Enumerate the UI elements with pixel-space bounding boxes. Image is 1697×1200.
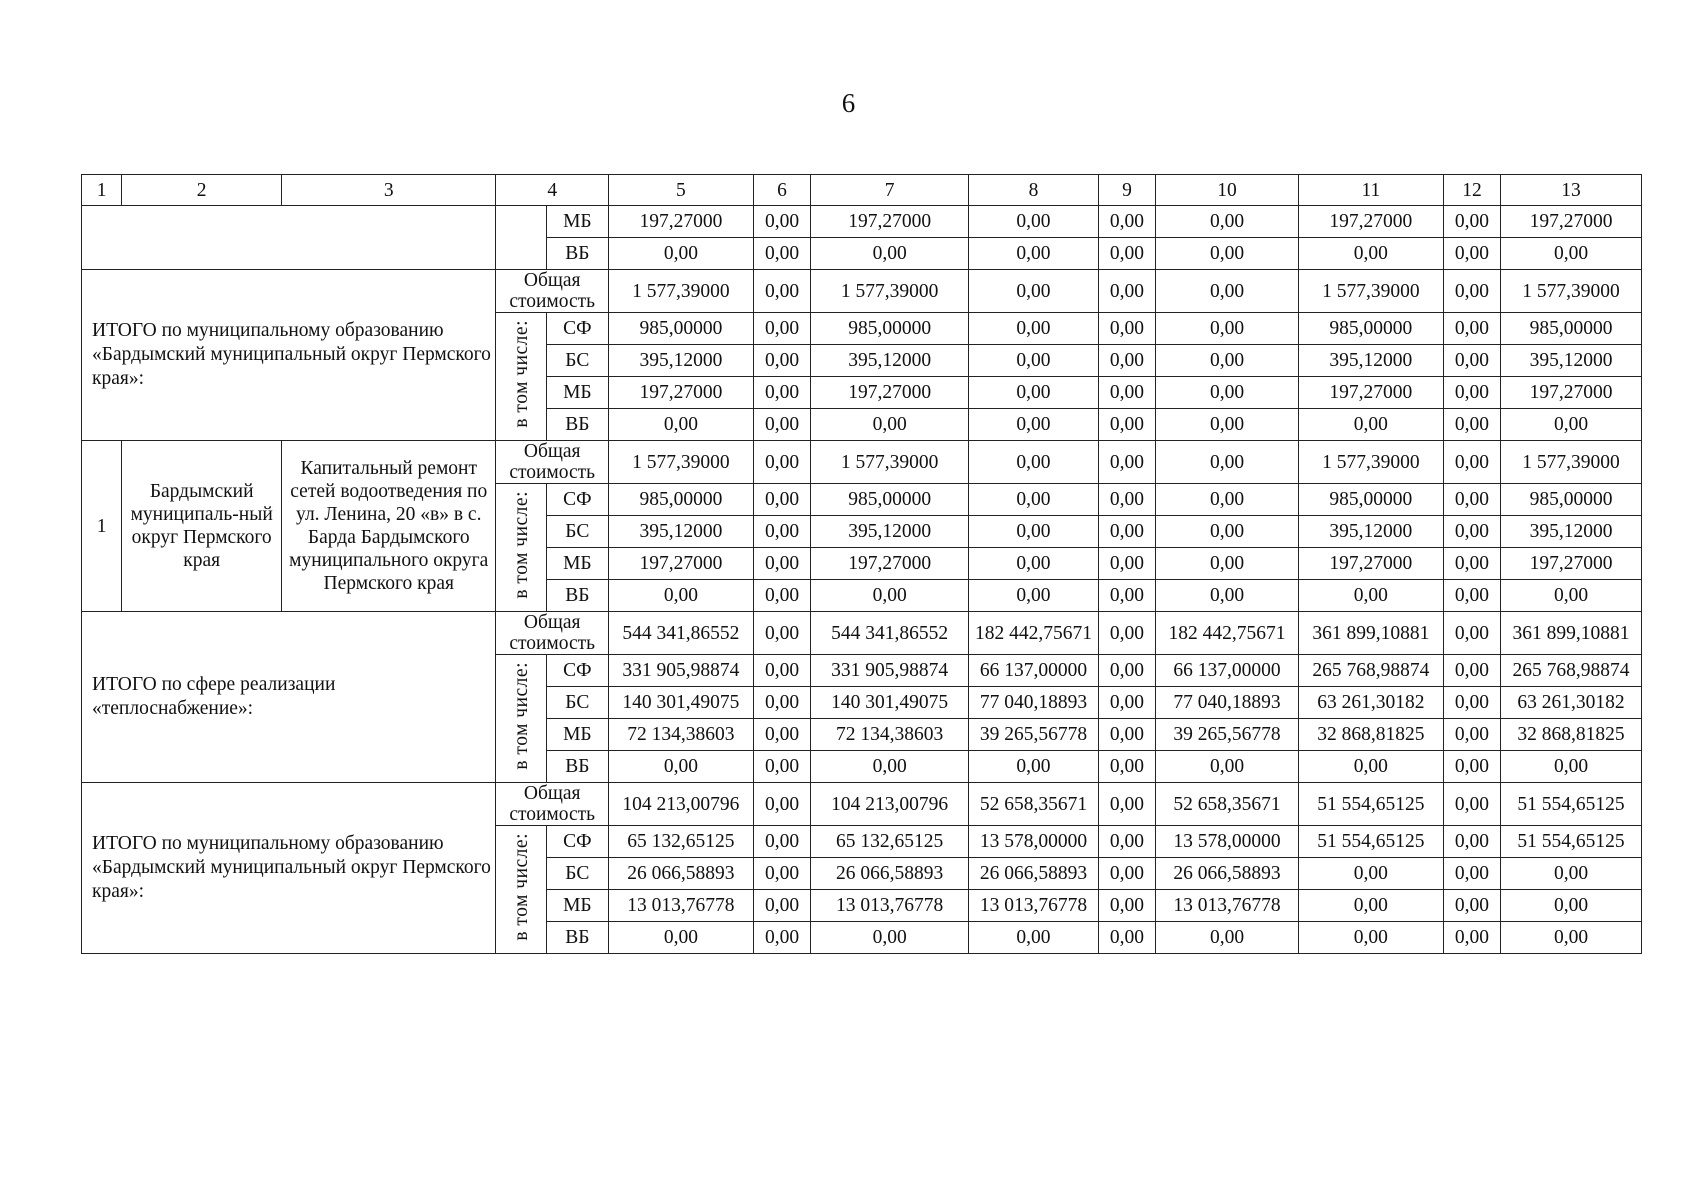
- value-cell: 395,12000: [1501, 516, 1642, 548]
- value-cell: 197,27000: [1298, 377, 1443, 409]
- value-cell: 395,12000: [811, 345, 969, 377]
- value-cell: 0,00: [753, 858, 810, 890]
- col-header: 4: [496, 175, 609, 206]
- source-cell: МБ: [546, 206, 608, 238]
- value-cell: 544 341,86552: [811, 612, 969, 655]
- value-cell: 13 578,00000: [1156, 826, 1299, 858]
- value-cell: 544 341,86552: [609, 612, 754, 655]
- value-cell: 0,00: [609, 238, 754, 270]
- breakdown-label-cell: [496, 313, 546, 441]
- source-cell: СФ: [546, 826, 608, 858]
- source-cell: МБ: [546, 890, 608, 922]
- value-cell: 0,00: [1501, 238, 1642, 270]
- value-cell: 0,00: [1443, 580, 1500, 612]
- value-cell: 0,00: [1156, 409, 1299, 441]
- value-cell: 197,27000: [811, 548, 969, 580]
- municipality-name: Бардымский муниципаль-ный округ Пермского края: [122, 441, 282, 612]
- value-cell: 0,00: [1098, 687, 1155, 719]
- source-cell: СФ: [546, 484, 608, 516]
- value-cell: 395,12000: [811, 516, 969, 548]
- table-row: [82, 206, 1642, 238]
- value-cell: 0,00: [969, 270, 1099, 313]
- source-cell: СФ: [546, 313, 608, 345]
- col-header: 3: [282, 175, 496, 206]
- value-cell: 0,00: [969, 441, 1099, 484]
- value-cell: 0,00: [1156, 441, 1299, 484]
- value-cell: 0,00: [753, 484, 810, 516]
- value-cell: 52 658,35671: [1156, 783, 1299, 826]
- col-header: 13: [1501, 175, 1642, 206]
- value-cell: 0,00: [1443, 826, 1500, 858]
- value-cell: 0,00: [753, 826, 810, 858]
- value-cell: 0,00: [753, 313, 810, 345]
- value-cell: 1 577,39000: [1298, 441, 1443, 484]
- value-cell: 0,00: [969, 548, 1099, 580]
- value-cell: 0,00: [1443, 238, 1500, 270]
- total-cost-label: Общая стоимость: [496, 783, 609, 826]
- value-cell: 0,00: [1098, 377, 1155, 409]
- value-cell: 265 768,98874: [1501, 655, 1642, 687]
- value-cell: 0,00: [1156, 377, 1299, 409]
- value-cell: 0,00: [1501, 890, 1642, 922]
- value-cell: 66 137,00000: [1156, 655, 1299, 687]
- source-cell: СФ: [546, 655, 608, 687]
- breakdown-label-cell: [496, 826, 546, 954]
- total-row: [82, 441, 1642, 484]
- value-cell: 13 578,00000: [969, 826, 1099, 858]
- source-cell: БС: [546, 858, 608, 890]
- value-cell: 0,00: [1443, 783, 1500, 826]
- value-cell: 0,00: [1298, 580, 1443, 612]
- value-cell: 0,00: [1098, 783, 1155, 826]
- col-header: 11: [1298, 175, 1443, 206]
- value-cell: 51 554,65125: [1501, 783, 1642, 826]
- empty-vertical-cell: [496, 206, 546, 270]
- value-cell: 0,00: [1443, 206, 1500, 238]
- value-cell: 0,00: [1156, 922, 1299, 954]
- value-cell: 1 577,39000: [1298, 270, 1443, 313]
- value-cell: 985,00000: [609, 484, 754, 516]
- value-cell: 104 213,00796: [609, 783, 754, 826]
- value-cell: 0,00: [753, 687, 810, 719]
- value-cell: 32 868,81825: [1501, 719, 1642, 751]
- col-header: 9: [1098, 175, 1155, 206]
- value-cell: 395,12000: [1298, 345, 1443, 377]
- value-cell: 72 134,38603: [609, 719, 754, 751]
- row-number: 1: [82, 441, 122, 612]
- value-cell: 0,00: [1443, 516, 1500, 548]
- value-cell: 0,00: [753, 612, 810, 655]
- source-cell: ВБ: [546, 409, 608, 441]
- value-cell: 1 577,39000: [1501, 441, 1642, 484]
- value-cell: 0,00: [969, 580, 1099, 612]
- breakdown-label: в том числе:: [510, 490, 532, 599]
- value-cell: 1 577,39000: [609, 441, 754, 484]
- value-cell: 13 013,76778: [811, 890, 969, 922]
- value-cell: 0,00: [1443, 687, 1500, 719]
- value-cell: 0,00: [1098, 409, 1155, 441]
- value-cell: 0,00: [1098, 441, 1155, 484]
- value-cell: 65 132,65125: [609, 826, 754, 858]
- value-cell: 0,00: [1443, 270, 1500, 313]
- value-cell: 0,00: [1443, 890, 1500, 922]
- source-cell: МБ: [546, 719, 608, 751]
- object-name: Капитальный ремонт сетей водоотведения по ул. Ленина, 20 «в» в с. Барда Бардымского муниципального округа Пермского края: [282, 441, 496, 612]
- value-cell: 197,27000: [609, 377, 754, 409]
- col-header: 2: [122, 175, 282, 206]
- value-cell: 0,00: [753, 922, 810, 954]
- breakdown-label-cell: [496, 655, 546, 783]
- value-cell: 32 868,81825: [1298, 719, 1443, 751]
- source-cell: ВБ: [546, 238, 608, 270]
- value-cell: 1 577,39000: [609, 270, 754, 313]
- value-cell: 0,00: [969, 922, 1099, 954]
- value-cell: 0,00: [1443, 313, 1500, 345]
- breakdown-label: в том числе:: [510, 661, 532, 770]
- value-cell: 0,00: [1443, 612, 1500, 655]
- value-cell: 0,00: [609, 409, 754, 441]
- value-cell: 985,00000: [609, 313, 754, 345]
- value-cell: 0,00: [969, 377, 1099, 409]
- col-header: 6: [753, 175, 810, 206]
- value-cell: 0,00: [1443, 858, 1500, 890]
- value-cell: 26 066,58893: [1156, 858, 1299, 890]
- value-cell: 13 013,76778: [609, 890, 754, 922]
- value-cell: 65 132,65125: [811, 826, 969, 858]
- value-cell: 0,00: [811, 922, 969, 954]
- value-cell: 0,00: [1298, 922, 1443, 954]
- source-cell: ВБ: [546, 922, 608, 954]
- value-cell: 0,00: [1098, 516, 1155, 548]
- total-row: [82, 270, 1642, 313]
- section-total-label: ИТОГО по муниципальному образованию «Бардымский муниципальный округ Пермского края»:: [82, 270, 496, 441]
- value-cell: 0,00: [609, 922, 754, 954]
- value-cell: 0,00: [811, 409, 969, 441]
- value-cell: 395,12000: [609, 345, 754, 377]
- value-cell: 0,00: [1098, 890, 1155, 922]
- col-header: 12: [1443, 175, 1500, 206]
- table-body: [82, 175, 1642, 954]
- value-cell: 0,00: [811, 751, 969, 783]
- total-cost-label: Общая стоимость: [496, 441, 609, 484]
- value-cell: 0,00: [1501, 580, 1642, 612]
- value-cell: 0,00: [1098, 751, 1155, 783]
- value-cell: 0,00: [969, 345, 1099, 377]
- value-cell: 197,27000: [609, 548, 754, 580]
- value-cell: 39 265,56778: [969, 719, 1099, 751]
- value-cell: 182 442,75671: [969, 612, 1099, 655]
- value-cell: 26 066,58893: [811, 858, 969, 890]
- header-row: [82, 175, 1642, 206]
- value-cell: 0,00: [1098, 719, 1155, 751]
- financing-table: [81, 174, 1642, 954]
- value-cell: 331 905,98874: [609, 655, 754, 687]
- value-cell: 0,00: [969, 484, 1099, 516]
- value-cell: 0,00: [1098, 238, 1155, 270]
- value-cell: 0,00: [609, 751, 754, 783]
- value-cell: 197,27000: [1501, 377, 1642, 409]
- value-cell: 0,00: [969, 313, 1099, 345]
- value-cell: 0,00: [1443, 655, 1500, 687]
- value-cell: 0,00: [753, 409, 810, 441]
- value-cell: 182 442,75671: [1156, 612, 1299, 655]
- value-cell: 197,27000: [1501, 548, 1642, 580]
- value-cell: 51 554,65125: [1298, 826, 1443, 858]
- value-cell: 0,00: [1443, 441, 1500, 484]
- value-cell: 52 658,35671: [969, 783, 1099, 826]
- value-cell: 140 301,49075: [609, 687, 754, 719]
- col-header: 1: [82, 175, 122, 206]
- value-cell: 0,00: [1098, 580, 1155, 612]
- value-cell: 0,00: [753, 516, 810, 548]
- value-cell: 0,00: [753, 238, 810, 270]
- source-cell: БС: [546, 516, 608, 548]
- value-cell: 0,00: [1098, 826, 1155, 858]
- source-cell: ВБ: [546, 580, 608, 612]
- col-header: 8: [969, 175, 1099, 206]
- section-total-label: ИТОГО по сфере реализации «теплоснабжение»:: [82, 612, 496, 783]
- value-cell: 0,00: [1501, 858, 1642, 890]
- value-cell: 0,00: [1156, 548, 1299, 580]
- value-cell: 0,00: [1098, 345, 1155, 377]
- value-cell: 63 261,30182: [1298, 687, 1443, 719]
- col-header: 7: [811, 175, 969, 206]
- value-cell: 0,00: [1156, 238, 1299, 270]
- value-cell: 0,00: [753, 751, 810, 783]
- value-cell: 0,00: [1156, 516, 1299, 548]
- value-cell: 0,00: [753, 548, 810, 580]
- value-cell: 197,27000: [1298, 548, 1443, 580]
- value-cell: 0,00: [1501, 751, 1642, 783]
- value-cell: 265 768,98874: [1298, 655, 1443, 687]
- value-cell: 0,00: [753, 270, 810, 313]
- breakdown-label: в том числе:: [510, 319, 532, 428]
- value-cell: 197,27000: [1501, 206, 1642, 238]
- col-header: 5: [609, 175, 754, 206]
- value-cell: 0,00: [1298, 238, 1443, 270]
- value-cell: 77 040,18893: [969, 687, 1099, 719]
- value-cell: 0,00: [969, 516, 1099, 548]
- value-cell: 0,00: [1098, 270, 1155, 313]
- value-cell: 0,00: [1298, 751, 1443, 783]
- value-cell: 985,00000: [1501, 484, 1642, 516]
- value-cell: 0,00: [1501, 409, 1642, 441]
- value-cell: 51 554,65125: [1298, 783, 1443, 826]
- value-cell: 197,27000: [811, 377, 969, 409]
- value-cell: 0,00: [1098, 484, 1155, 516]
- value-cell: 985,00000: [811, 484, 969, 516]
- value-cell: 0,00: [969, 751, 1099, 783]
- value-cell: 0,00: [1098, 612, 1155, 655]
- value-cell: 26 066,58893: [609, 858, 754, 890]
- value-cell: 361 899,10881: [1298, 612, 1443, 655]
- page-number: 6: [841, 88, 856, 118]
- source-cell: МБ: [546, 377, 608, 409]
- value-cell: 985,00000: [1298, 484, 1443, 516]
- value-cell: 985,00000: [811, 313, 969, 345]
- value-cell: 0,00: [753, 655, 810, 687]
- value-cell: 39 265,56778: [1156, 719, 1299, 751]
- value-cell: 63 261,30182: [1501, 687, 1642, 719]
- value-cell: 0,00: [1098, 206, 1155, 238]
- value-cell: 0,00: [609, 580, 754, 612]
- value-cell: 0,00: [969, 409, 1099, 441]
- empty-label-cell: [82, 206, 496, 270]
- col-header: 10: [1156, 175, 1299, 206]
- value-cell: 0,00: [1443, 719, 1500, 751]
- value-cell: 0,00: [1298, 858, 1443, 890]
- value-cell: 0,00: [1098, 655, 1155, 687]
- value-cell: 0,00: [811, 238, 969, 270]
- value-cell: 395,12000: [609, 516, 754, 548]
- value-cell: 0,00: [969, 238, 1099, 270]
- value-cell: 985,00000: [1298, 313, 1443, 345]
- value-cell: 0,00: [1098, 313, 1155, 345]
- value-cell: 197,27000: [1298, 206, 1443, 238]
- value-cell: 0,00: [1443, 345, 1500, 377]
- value-cell: 0,00: [753, 580, 810, 612]
- section-total-label: ИТОГО по муниципальному образованию «Бардымский муниципальный округ Пермского края»:: [82, 783, 496, 954]
- value-cell: 1 577,39000: [811, 270, 969, 313]
- total-row: [82, 612, 1642, 655]
- source-cell: БС: [546, 345, 608, 377]
- value-cell: 0,00: [753, 719, 810, 751]
- value-cell: 51 554,65125: [1501, 826, 1642, 858]
- value-cell: 0,00: [1443, 409, 1500, 441]
- value-cell: 1 577,39000: [811, 441, 969, 484]
- source-cell: ВБ: [546, 751, 608, 783]
- value-cell: 0,00: [1156, 484, 1299, 516]
- value-cell: 985,00000: [1501, 313, 1642, 345]
- value-cell: 72 134,38603: [811, 719, 969, 751]
- value-cell: 0,00: [1298, 890, 1443, 922]
- value-cell: 140 301,49075: [811, 687, 969, 719]
- value-cell: 26 066,58893: [969, 858, 1099, 890]
- value-cell: 197,27000: [811, 206, 969, 238]
- value-cell: 0,00: [753, 377, 810, 409]
- value-cell: 0,00: [1443, 922, 1500, 954]
- value-cell: 0,00: [1443, 377, 1500, 409]
- value-cell: 0,00: [753, 345, 810, 377]
- value-cell: 0,00: [753, 783, 810, 826]
- total-cost-label: Общая стоимость: [496, 612, 609, 655]
- value-cell: 1 577,39000: [1501, 270, 1642, 313]
- value-cell: 0,00: [1298, 409, 1443, 441]
- value-cell: 0,00: [1501, 922, 1642, 954]
- value-cell: 395,12000: [1298, 516, 1443, 548]
- value-cell: 0,00: [753, 441, 810, 484]
- value-cell: 331 905,98874: [811, 655, 969, 687]
- value-cell: 0,00: [1156, 313, 1299, 345]
- value-cell: 0,00: [811, 580, 969, 612]
- value-cell: 13 013,76778: [969, 890, 1099, 922]
- value-cell: 77 040,18893: [1156, 687, 1299, 719]
- value-cell: 0,00: [753, 890, 810, 922]
- value-cell: 0,00: [1156, 751, 1299, 783]
- value-cell: 66 137,00000: [969, 655, 1099, 687]
- value-cell: 0,00: [1098, 922, 1155, 954]
- total-cost-label: Общая стоимость: [496, 270, 609, 313]
- value-cell: 0,00: [1443, 484, 1500, 516]
- value-cell: 0,00: [1098, 858, 1155, 890]
- source-cell: МБ: [546, 548, 608, 580]
- value-cell: 13 013,76778: [1156, 890, 1299, 922]
- value-cell: 197,27000: [609, 206, 754, 238]
- value-cell: 0,00: [1098, 548, 1155, 580]
- value-cell: 0,00: [1156, 580, 1299, 612]
- value-cell: 104 213,00796: [811, 783, 969, 826]
- value-cell: 0,00: [1156, 206, 1299, 238]
- value-cell: 0,00: [1443, 751, 1500, 783]
- value-cell: 0,00: [969, 206, 1099, 238]
- value-cell: 361 899,10881: [1501, 612, 1642, 655]
- breakdown-label-cell: [496, 484, 546, 612]
- value-cell: 395,12000: [1501, 345, 1642, 377]
- value-cell: 0,00: [753, 206, 810, 238]
- breakdown-label: в том числе:: [510, 832, 532, 941]
- total-row: [82, 783, 1642, 826]
- value-cell: 0,00: [1156, 345, 1299, 377]
- source-cell: БС: [546, 687, 608, 719]
- value-cell: 0,00: [1443, 548, 1500, 580]
- value-cell: 0,00: [1156, 270, 1299, 313]
